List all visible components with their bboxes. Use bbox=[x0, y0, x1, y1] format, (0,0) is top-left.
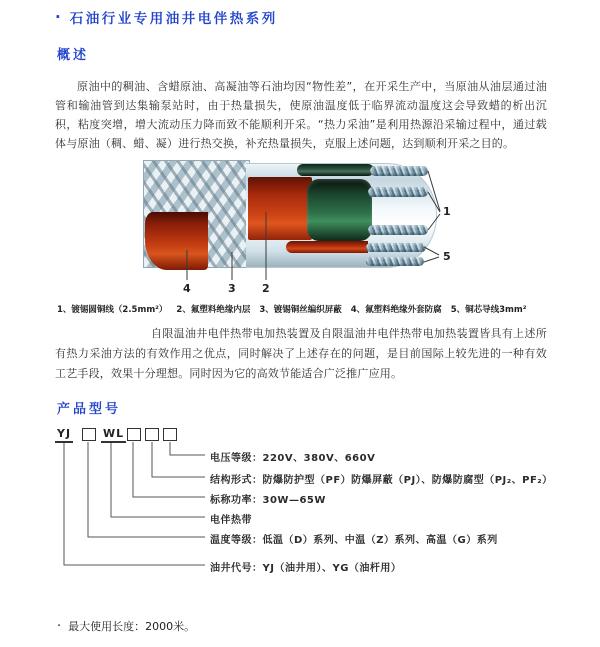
model-code-yj: YJ bbox=[55, 427, 73, 443]
callout-lines bbox=[140, 158, 460, 300]
page-title-text: 石油行业专用油井电伴热系列 bbox=[69, 11, 278, 27]
model-code-wl: WL bbox=[101, 427, 126, 443]
callout-number-3: 3 bbox=[228, 282, 236, 295]
figure-caption bbox=[57, 303, 567, 315]
overview-paragraph-2: 自限温油井电伴热带电加热装置及自限温油井电伴热带电加热装置皆具有上述所有热力采油方法的有效作用之优点，同时解决了上述存在的问题，是目前国际上较先进的一种有效工艺手段，效果十分理想。同时因为它的高效节能适合广泛推广应用。 bbox=[55, 327, 547, 380]
model-label-heat-tape: 电伴热带 bbox=[210, 515, 252, 526]
callout-number-1: 1 bbox=[443, 205, 451, 218]
caption-item-4: 4、氟塑料绝缘外套防腐 bbox=[350, 305, 442, 315]
model-label-well-code: 油井代号：YJ（油井用）、YG（油杆用） bbox=[210, 563, 402, 574]
callout-number-2: 2 bbox=[262, 282, 270, 295]
model-label-power: 标称功率：30W—65W bbox=[210, 495, 326, 506]
caption-item-5: 5、铜芯导线3mm² bbox=[450, 305, 527, 315]
max-length-note bbox=[57, 618, 195, 634]
caption-item-3: 3、镀锡铜丝编织屏蔽 bbox=[259, 305, 342, 315]
cable-cutaway-figure bbox=[140, 158, 460, 300]
footnote-text: 最大使用长度：2000米。 bbox=[68, 620, 196, 633]
title-bullet: · bbox=[55, 7, 61, 26]
section-heading-overview: 概述 bbox=[57, 48, 90, 63]
callout-number-5: 5 bbox=[443, 250, 451, 263]
model-code-diagram bbox=[55, 427, 585, 587]
footnote-bullet: · bbox=[57, 618, 62, 634]
callout-number-4: 4 bbox=[183, 282, 191, 295]
caption-item-2: 2、氟塑料绝缘内层 bbox=[176, 305, 251, 315]
section-heading-model: 产品型号 bbox=[57, 402, 122, 417]
overview-paragraph-1: 原油中的稠油、含蜡原油、高凝油等石油均因“物性差”，在开采生产中，当原油从油层通过油管和输油管到达集输泵站时，由于热量损失，使原油温度低于临界流动温度这会导致蜡的析出沉积，粘度突增，增大流动压力降而致不能顺利开采。“热力采油”是利用热源沿采输过程中，通过载体与原油（稠、蜡、凝）进行热交换，补充热量损失，克服上述问题，达到顺利开采之目的。 bbox=[55, 80, 547, 150]
caption-item-1: 1、镀锡圆铜线（2.5mm²） bbox=[57, 305, 168, 315]
page-title bbox=[55, 7, 278, 27]
model-label-structure: 结构形式：防爆防护型（PF）防爆屏蔽（PJ）、防爆防腐型（PJ₂、PF₂） bbox=[210, 475, 553, 486]
model-label-temperature: 温度等级：低温（D）系列、中温（Z）系列、高温（G）系列 bbox=[210, 535, 498, 546]
model-label-voltage: 电压等级：220V、380V、660V bbox=[210, 453, 376, 464]
